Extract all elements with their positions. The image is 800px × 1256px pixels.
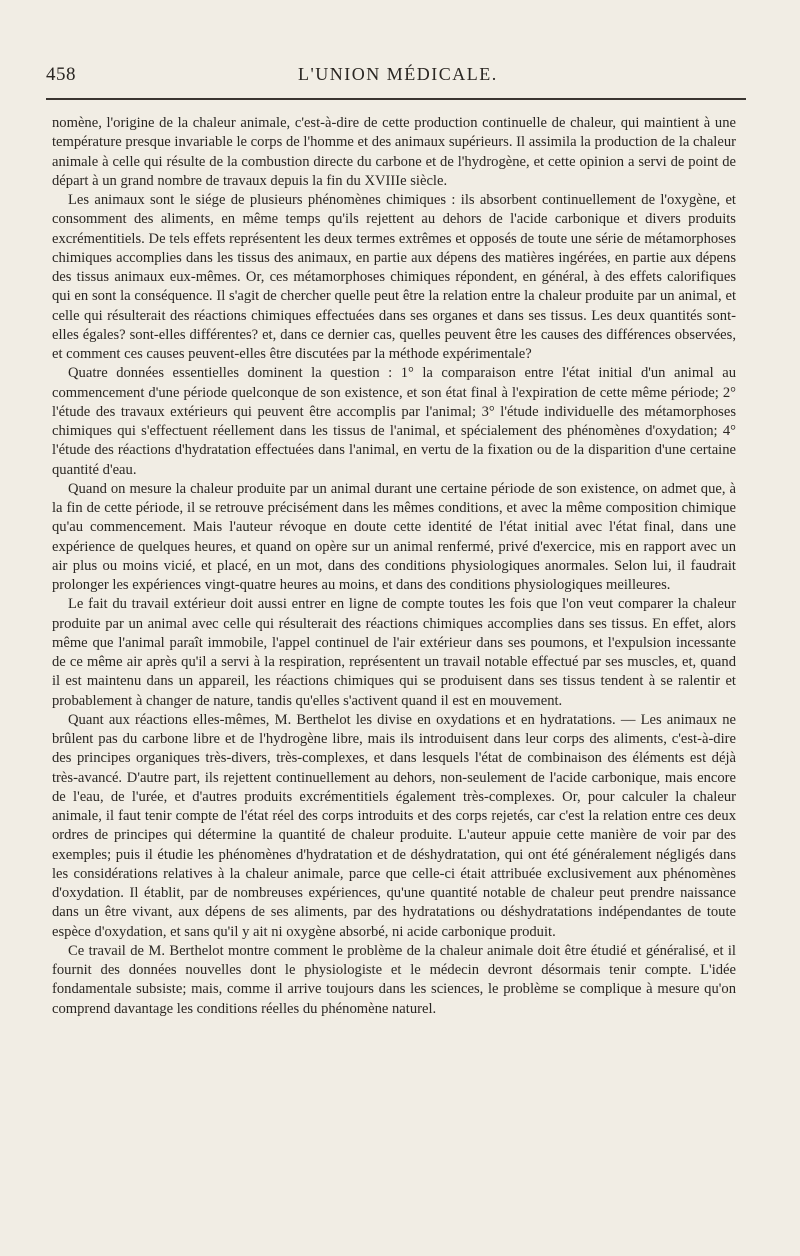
paragraph: Quatre données essentielles dominent la question : 1° la comparaison entre l'état initial d'un animal au commencement d'une période quelconque de son existence, et son état final à l'expiration de cette même période; 2° l'étude des travaux extérieurs qui peuvent être accomplis par l'animal; 3° l'étude individuelle des métamorphoses chimiques qui s'effectuent réellement dans les tissus de l'animal, et spécialement des phénomènes d'oxydation; 4° l'étude des réactions d'hydratation effectuées dans l'animal, en vertu de la fixation ou de la disparition d'une certaine quantité d'eau. [52, 365, 736, 478]
paragraph: Le fait du travail extérieur doit aussi entrer en ligne de compte toutes les fois que l'on veut comparer la chaleur produite par un animal avec celle qui résulterait des réactions chimiques accomplies dans ses tissus. En effet, alors même que l'animal paraît immobile, l'appel continuel de l'air extérieur dans ses poumons, et l'expulsion incessante de ce même air après qu'il a servi à la respiration, représentent un travail notable effectué par ses muscles, et, quand il est maintenu dans un appareil, les réactions chimiques qui se produisent dans ses tissus tendent à se ralentir et probablement à changer de nature, tandis qu'elles s'activent quand il est en mouvement. [52, 596, 736, 709]
paragraph: nomène, l'origine de la chaleur animale, c'est-à-dire de cette production continuelle de chaleur, qui maintient à une température presque invariable le corps de l'homme et des animaux supérieurs. Il assimila la production de la chaleur animale à celle qui résulte de la combustion directe du carbone et de l'hydrogène, et cette opinion a servi de point de départ à un grand nombre de travaux depuis la fin du XVIIIe siècle. [52, 115, 736, 189]
body-text [52, 114, 736, 1019]
header-rule [46, 98, 746, 100]
paragraph: Les animaux sont le siége de plusieurs phénomènes chimiques : ils absorbent continuellement de l'oxygène, et consomment des aliments, en même temps qu'ils rejettent au dehors de l'acide carbonique et divers produits excrémentitiels. De tels effets représentent les deux termes extrêmes et opposés de toute une série de métamorphoses chimiques accomplies dans les tissus des animaux, en partie aux dépens des matières ingérées, en partie aux dépens des tissus animaux eux-mêmes. Or, ces métamorphoses chimiques répondent, en général, à des effets calorifiques qui en sont la conséquence. Il s'agit de chercher quelle peut être la relation entre la chaleur produite par un animal, et celle qui résulterait des réactions chimiques effectuées dans ses organes et dans ses tissus. Les deux quantités sont-elles égales? sont-elles différentes? et, dans ce dernier cas, quelles peuvent être les causes des différences observées, et comment ces causes peuvent-elles être discutées par la méthode expérimentale? [52, 192, 736, 362]
document-page [46, 56, 736, 1246]
page-header [46, 56, 736, 92]
paragraph: Quand on mesure la chaleur produite par un animal durant une certaine période de son existence, on admet que, à la fin de cette période, il se retrouve précisément dans les mêmes conditions, et avec la même composition chimique qu'au commencement. Mais l'auteur révoque en doute cette identité de l'état initial avec l'état final, dans une expérience de quelques heures, et quand on opère sur un animal renfermé, privé d'exercice, mis en rapport avec un air plus ou moins vicié, et placé, en un mot, dans des conditions physiologiques anormales. Selon lui, il faudrait prolonger les expériences vingt-quatre heures au moins, et dans des conditions physiologiques meilleures. [52, 480, 736, 593]
paragraph: Quant aux réactions elles-mêmes, M. Berthelot les divise en oxydations et en hydratations. — Les animaux ne brûlent pas du carbone libre et de l'hydrogène libre, mais ils introduisent dans leur corps des aliments, c'est-à-dire des principes organiques très-divers, très-complexes, et dans lesquels l'état de combinaison des éléments est déjà très-avancé. D'autre part, ils rejettent continuellement au dehors, non-seulement de l'acide carbonique, mais encore de l'eau, de l'urée, et d'autres produits excrémentitiels également très-complexes. Or, pour calculer la chaleur animale, il faut tenir compte de l'état réel des corps introduits et des corps rejetés, car c'est la relation entre ces deux ordres de principes qui détermine la quantité de chaleur produite. L'auteur appuie cette manière de voir par des exemples; puis il étudie les phénomènes d'hydratation et de déshydratation, qui ont été généralement négligés dans les considérations relatives à la chaleur animale, parce que celle-ci était attribuée exclusivement aux phénomènes d'oxydation. Il établit, par de nombreuses expériences, qu'une quantité notable de chaleur peut prendre naissance dans un être vivant, aux dépens de ses aliments, par des hydratations ou déshydratations indépendantes de toute espèce d'oxydation, et sans qu'il y ait ni oxygène absorbé, ni acide carbonique produit. [52, 711, 736, 940]
paragraph: Ce travail de M. Berthelot montre comment le problème de la chaleur animale doit être étudié et généralisé, et il fournit des données nouvelles dont le physiologiste et le médecin devront désormais tenir compte. L'idée fondamentale subsiste; mais, comme il arrive toujours dans les sciences, le problème se complique à mesure qu'on comprend davantage les conditions réelles du phénomène naturel. [52, 942, 736, 1017]
running-title: L'UNION MÉDICALE. [298, 64, 498, 84]
page-number: 458 [46, 64, 76, 85]
